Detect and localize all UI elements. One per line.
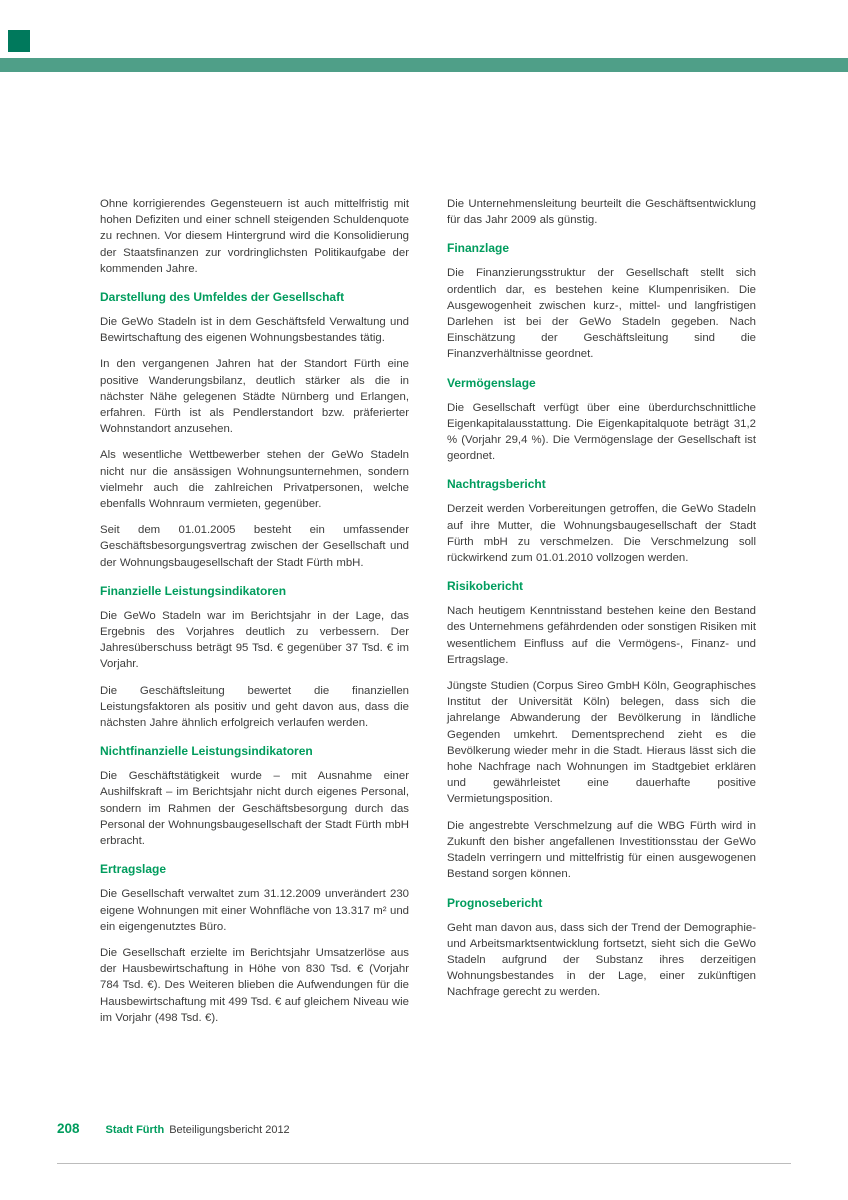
body-paragraph: Die GeWo Stadeln war im Berichtsjahr in der Lage, das Ergebnis des Vorjahres deutlich zu verbessern. Der Jahresüberschuss beträgt 95 Tsd. € gegenüber 37 Tsd. € im Vorjahr. [100, 609, 409, 671]
page-footer [57, 1121, 791, 1136]
section-heading-vermoegenslage: Vermögenslage [447, 375, 536, 390]
body-paragraph: Die Gesellschaft erzielte im Berichtsjahr Umsatzerlöse aus der Hausbewirtschaftung in Höhe von 830 Tsd. € (Vorjahr 784 Tsd. €). Des Weiteren blieben die Aufwendungen für die Hausbewirtschaftung mit 499 Tsd. € auf gleichem Niveau wie im Vorjahr (498 Tsd. €). [100, 946, 409, 1024]
corner-accent-square [8, 30, 30, 52]
section-heading-umfeld: Darstellung des Umfeldes der Gesellschaft [100, 290, 345, 305]
body-paragraph: Seit dem 01.01.2005 besteht ein umfassender Geschäftsbesorgungsvertrag zwischen der Gesellschaft und der Wohnungsbaugesellschaft der Stadt Fürth mbH. [100, 524, 409, 569]
body-paragraph: Die GeWo Stadeln ist in dem Geschäftsfeld Verwaltung und Bewirtschaftung des eigenen Wohnungsbestandes tätig. [100, 316, 409, 345]
body-paragraph: Geht man davon aus, dass sich der Trend der Demographie- und Arbeitsmarktsentwicklung fortsetzt, sieht sich die GeWo Stadeln aufgrund der Substanz ihres derzeitigen Wohnungsbestandes in der Lage, einer zukünftigen Nachfrage gerecht zu werden. [447, 921, 756, 999]
header-bar [0, 58, 848, 72]
footer-rule [57, 1163, 791, 1164]
section-heading-prognosebericht: Prognosebericht [447, 895, 543, 910]
body-paragraph: Derzeit werden Vorbereitungen getroffen, die GeWo Stadeln auf ihre Mutter, die Wohnungsbaugesellschaft der Stadt Fürth mbH zu verschmelzen. Die Verschmelzung soll rückwirkend zum 01.01.2010 vollzogen werden. [447, 503, 756, 565]
right-column [447, 196, 756, 1036]
body-paragraph: Nach heutigem Kenntnisstand bestehen keine den Bestand des Unternehmens gefährdenden oder sonstigen Risiken mit wesentlichem Einfluss auf die Vermögens-, Finanz- und Ertragslage. [447, 605, 756, 666]
body-paragraph: Ohne korrigierendes Gegensteuern ist auch mittelfristig mit hohen Defiziten und einer schnell steigenden Schuldenquote zu rechnen. Vor diesem Hintergrund wird die Konsolidierung der Staatsfinanzen zur vordringlichsten Politikaufgabe der kommenden Jahre. [100, 198, 409, 275]
section-heading-nachtragsbericht: Nachtragsbericht [447, 477, 546, 492]
body-paragraph: Jüngste Studien (Corpus Sireo GmbH Köln, Geographisches Institut der Universität Köln) belegen, dass sich die jahrelange Abwanderung der Bevölkerung in ländliche Gegenden umkehrt. Dementsprechend zieht es die Bevölkerung wieder mehr in die Stadt. Hieraus lässt sich die hohe Nachfrage nach Wohnungen im Stadtgebiet erklären und gewährleistet eine dauerhafte positive Vermietungsposition. [447, 680, 756, 806]
body-paragraph: Die Geschäftsleitung bewertet die finanziellen Leistungsfaktoren als positiv und geht davon aus, dass die nächsten Jahre ähnlich erfolgreich verlaufen werden. [100, 684, 409, 730]
two-column-content [100, 196, 756, 1036]
body-paragraph: Die Finanzierungsstruktur der Gesellschaft stellt sich ordentlich dar, es bestehen keine Klumpenrisiken. Die Ausgewogenheit zwischen kurz-, mittel- und langfristigen Darlehen ist bei der GeWo Stadeln gegeben. Nach Einschätzung der Geschäftsleitung sind die Finanzverhältnisse geordnet. [447, 267, 756, 361]
section-heading-nichtfinanzielle-indikatoren: Nichtfinanzielle Leistungsindikatoren [100, 744, 313, 759]
body-paragraph: Die Gesellschaft verfügt über eine überdurchschnittliche Eigenkapitalausstattung. Die Eigenkapitalquote beträgt 31,2 % (Vorjahr 29,4 %). Die Vermögenslage der Gesellschaft ist geordnet. [447, 401, 756, 463]
section-heading-finanzlage: Finanzlage [447, 241, 510, 256]
body-paragraph: In den vergangenen Jahren hat der Standort Fürth eine positive Wanderungsbilanz, deutlich stärker als die in nächster Nähe gelegenen Städte Nürnberg und Erlangen, erfahren. Fürth ist als Pendlerstandort bzw. präferierter Wohnstandort anzusehen. [100, 358, 409, 436]
body-paragraph: Die Unternehmensleitung beurteilt die Geschäftsentwicklung für das Jahr 2009 als günstig. [447, 198, 756, 227]
body-paragraph: Die angestrebte Verschmelzung auf die WBG Fürth wird in Zukunft den bisher angefallenen Investitionsstau der GeWo Stadeln verringern und mittelfristig für einen ausgewogenen Bestand sorgen können. [447, 819, 756, 881]
section-heading-finanzielle-indikatoren: Finanzielle Leistungsindikatoren [100, 583, 287, 598]
page-number: 208 [57, 1121, 80, 1136]
section-heading-risikobericht: Risikobericht [447, 579, 524, 594]
body-paragraph: Die Geschäftstätigkeit wurde – mit Ausnahme einer Aushilfskraft – im Berichtsjahr nicht durch eigenes Personal, sondern im Rahmen der Geschäftsbesorgung durch das Personal der Wohnungsbaugesellschaft der Stadt Fürth mbH erbracht. [100, 770, 409, 848]
footer-report-title: Beteiligungsbericht 2012 [169, 1124, 290, 1136]
body-paragraph: Die Gesellschaft verwaltet zum 31.12.2009 unverändert 230 eigene Wohnungen mit einer Wohnfläche von 13.317 m² und ein eigengenutztes Büro. [100, 888, 409, 933]
left-column [100, 196, 409, 1036]
body-paragraph: Als wesentliche Wettbewerber stehen der GeWo Stadeln nicht nur die ansässigen Wohnungsunternehmen, sondern vielmehr auch die zahlreichen Privatpersonen, welche ebenfalls Wohnraum vermieten, gegenüber. [100, 449, 409, 511]
footer-brand: Stadt Fürth [105, 1124, 165, 1136]
section-heading-ertragslage: Ertragslage [100, 862, 167, 877]
